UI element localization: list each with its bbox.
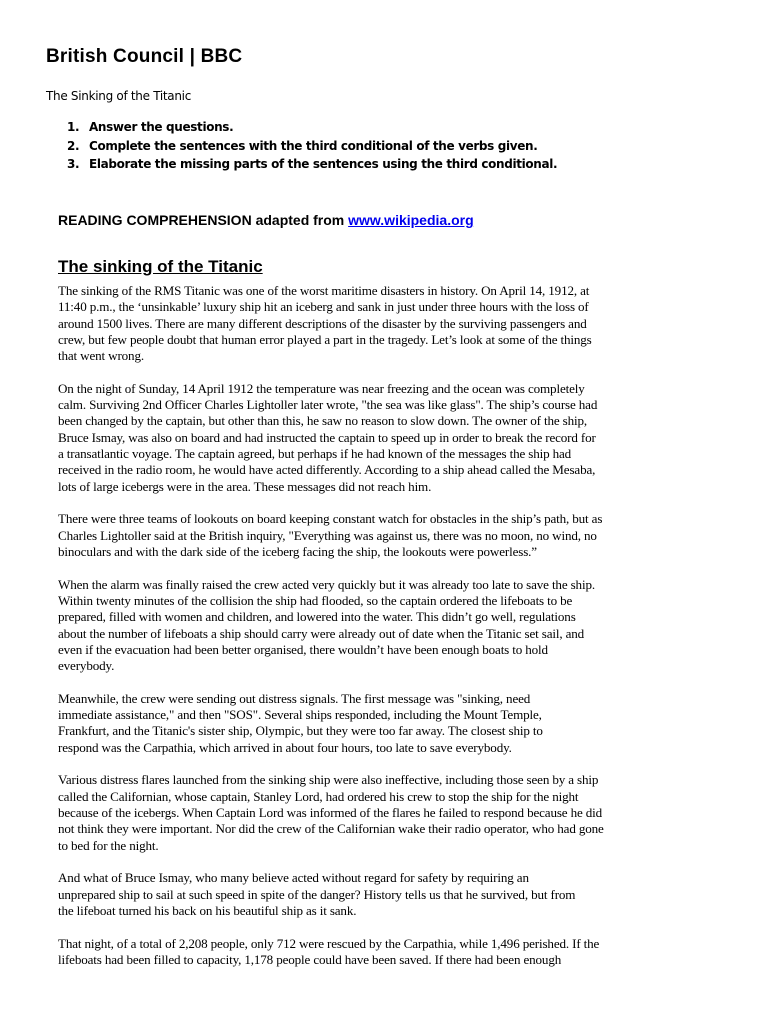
paragraph-line: everybody.	[58, 658, 115, 674]
paragraph-line: That night, of a total of 2,208 people, only 712 were rescued by the Carpathia, while 1,496 perished. If the	[58, 935, 600, 951]
paragraph-line: Various distress flares launched from the sinking ship were also ineffective, including those seen by a ship	[58, 772, 599, 788]
paragraph-line: binoculars and with the dark side of the iceberg facing the ship, the lookouts were powerless.”	[58, 543, 537, 559]
paragraph-line: Bruce Ismay, was also on board and had instructed the captain to speed up in order to break the record for	[58, 429, 596, 445]
paragraph-line: calm. Surviving 2nd Officer Charles Lightoller later wrote, "the sea was like glass". The ship’s course had	[58, 397, 598, 413]
paragraph-line: Charles Lightoller said at the British inquiry, "Everything was against us, there was no moon, no wind, no	[58, 527, 597, 543]
instruction-item	[67, 137, 557, 156]
paragraph-line: been changed by the captain, but other than this, he saw no reason to slow down. The owner of the ship,	[58, 413, 588, 429]
instruction-text: Complete the sentences with the third conditional of the verbs given.	[89, 138, 538, 153]
article-paragraph	[58, 511, 658, 560]
instruction-text: Answer the questions.	[89, 120, 234, 134]
instruction-item	[67, 155, 557, 174]
paragraph-line: called the Californian, whose captain, Stanley Lord, had ordered his crew to stop the ship for the night	[58, 788, 579, 804]
page-title: British Council | BBC	[46, 46, 243, 67]
document-subtitle: The Sinking of the Titanic	[46, 89, 191, 103]
paragraph-line: to bed for the night.	[58, 837, 159, 853]
article-paragraph	[58, 577, 658, 675]
paragraph-line: unprepared ship to sail at such speed in spite of the danger? History tells us that he survived, but from	[58, 886, 576, 902]
paragraph-line: respond was the Carpathia, which arrived in about four hours, too late to save everybody.	[58, 739, 512, 755]
paragraph-line: lifeboats had been filled to capacity, 1,178 people could have been saved. If there had been enough	[58, 951, 562, 967]
paragraph-line: When the alarm was finally raised the crew acted very quickly but it was already too late to save the ship.	[58, 576, 595, 592]
paragraph-line: Within twenty minutes of the collision the ship had flooded, so the captain ordered the lifeboats to be	[58, 592, 573, 608]
instruction-text: Elaborate the missing parts of the sentences using the third conditional.	[89, 157, 558, 171]
article-paragraph	[58, 381, 658, 495]
article-paragraph	[58, 772, 658, 853]
article-paragraph	[58, 691, 658, 756]
article-title: The sinking of the Titanic	[58, 257, 263, 276]
paragraph-line: prepared, filled with women and children, and lowered into the water. This didn’t go well, regulations	[58, 609, 576, 625]
article-paragraph	[58, 283, 658, 364]
article-paragraph	[58, 936, 658, 969]
paragraph-line: even if the evacuation had been better organised, there wouldn’t have been enough boats to hold	[58, 641, 548, 657]
paragraph-line: lots of large icebergs were in the area. These messages did not reach him.	[58, 478, 432, 494]
instruction-item	[67, 118, 557, 137]
wikipedia-link[interactable]: www.wikipedia.org	[348, 212, 474, 228]
instruction-number: 3.	[67, 157, 80, 171]
paragraph-line: Frankfurt, and the Titanic's sister ship, Olympic, but they were too far away. The closest ship to	[58, 723, 543, 739]
article-body	[58, 283, 658, 985]
reading-label: READING COMPREHENSION adapted from	[58, 212, 345, 228]
paragraph-line: There were three teams of lookouts on board keeping constant watch for obstacles in the ship’s path, but as	[58, 511, 603, 527]
paragraph-line: immediate assistance," and then "SOS". Several ships responded, including the Mount Temple,	[58, 707, 542, 723]
paragraph-line: a transatlantic voyage. The captain agreed, but perhaps if he had known of the messages the ship had	[58, 446, 572, 462]
instructions-list	[67, 118, 557, 174]
paragraph-line: about the number of lifeboats a ship should carry were already out of date when the Titanic set sail, and	[58, 625, 585, 641]
paragraph-line: around 1500 lives. There are many different descriptions of the disaster by the surviving passengers and	[58, 315, 587, 331]
paragraph-line: On the night of Sunday, 14 April 1912 the temperature was near freezing and the ocean was completely	[58, 380, 585, 396]
paragraph-line: 11:40 p.m., the ‘unsinkable’ luxury ship hit an iceberg and sank in just under three hours with the loss of	[58, 299, 589, 315]
instruction-number: 1.	[67, 120, 80, 134]
paragraph-line: And what of Bruce Ismay, who many believe acted without regard for safety by requiring an	[58, 870, 529, 886]
paragraph-line: not think they were important. Nor did the crew of the Californian wake their radio operator, who had gone	[58, 821, 604, 837]
paragraph-line: the lifeboat turned his back on his beautiful ship as it sank.	[58, 902, 357, 918]
paragraph-line: crew, but few people doubt that human error played a part in the tragedy. Let’s look at some of the things	[58, 331, 592, 347]
instruction-number: 2.	[67, 138, 80, 153]
paragraph-line: The sinking of the RMS Titanic was one of the worst maritime disasters in history. On April 14, 1912, at	[58, 283, 590, 298]
paragraph-line: Meanwhile, the crew were sending out distress signals. The first message was "sinking, need	[58, 690, 531, 706]
article-paragraph	[58, 870, 658, 919]
paragraph-line: because of the icebergs. When Captain Lord was informed of the flares he failed to respond because he did	[58, 804, 603, 820]
reading-comprehension-heading	[58, 212, 474, 228]
paragraph-line: received in the radio room, he would have acted differently. According to a ship ahead called the Mesaba,	[58, 462, 596, 478]
paragraph-line: that went wrong.	[58, 348, 144, 364]
